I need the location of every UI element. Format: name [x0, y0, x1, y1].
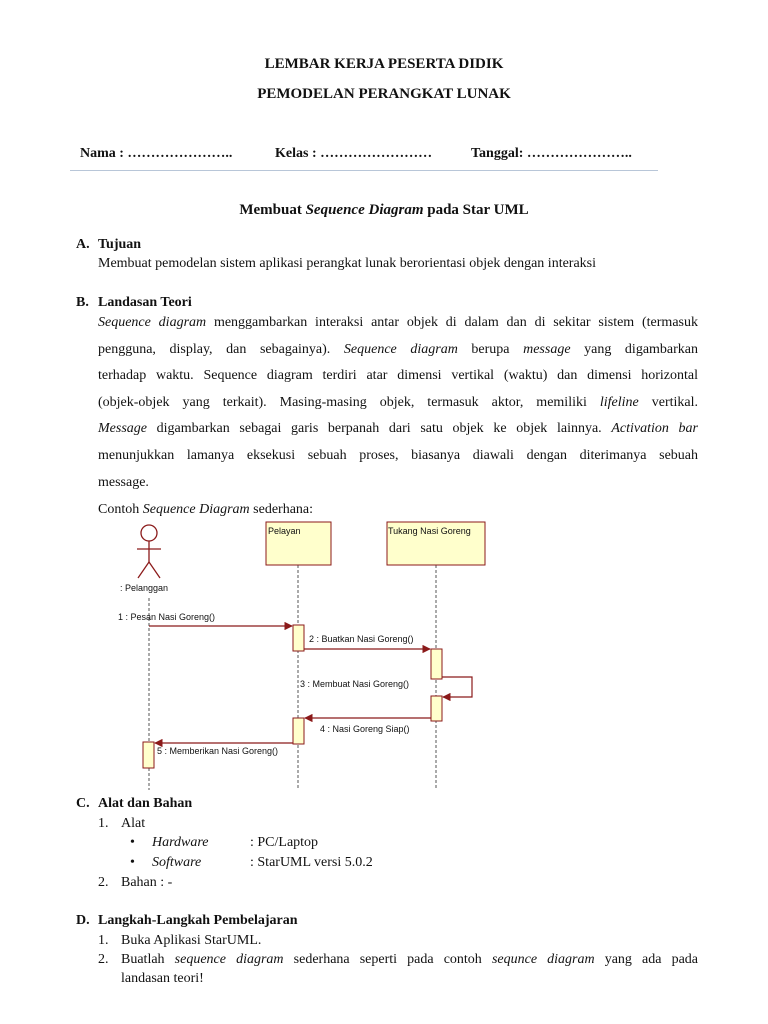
section-a-label: A.: [76, 237, 90, 252]
topic-heading: Membuat Sequence Diagram pada Star UML: [239, 202, 529, 218]
list-number: 2.: [98, 952, 109, 967]
name-field: Nama : …………………..: [80, 146, 233, 161]
step-1: Buka Aplikasi StarUML.: [121, 933, 262, 948]
step-2: Buatlah sequence diagram sederhana seperti pada contoh sequnce diagram yang ada pada: [121, 952, 698, 967]
activation-bar: [431, 696, 442, 721]
message-label: 1 : Pesan Nasi Goreng(): [118, 612, 216, 622]
list-number: 1.: [98, 816, 109, 831]
self-message-arrow: [442, 677, 472, 697]
hardware-label: Hardware: [152, 835, 209, 850]
activation-bar: [293, 718, 304, 744]
object-tukang-label: Tukang Nasi Goreng: [388, 526, 471, 536]
message-label: 5 : Memberikan Nasi Goreng(): [157, 746, 279, 756]
section-d-label: D.: [76, 913, 90, 928]
theory-paragraph: Sequence diagram menggambarkan interaksi antar objek di dalam dan di sekitar sistem (termasuk pengguna, display, dan sebagainya). Sequence diagram berupa message yang digambarkan terhadap waktu. Sequence diagram terdiri atar dimensi vertikal (waktu) dan dimensi horizontal (objek-objek yang terkait). Masing-masing objek, termasuk aktor, memiliki lifeline vertikal. Message digambarkan sebagai garis berpanah dari satu objek ke objek lainnya. Activation bar menunjukkan lamanya eksekusi sebuah proses, biasanya diawali dengan diterimanya sebuah message.: [98, 315, 699, 490]
message-label: 3 : Membuat Nasi Goreng(): [300, 679, 410, 689]
message-label: 4 : Nasi Goreng Siap(): [320, 724, 410, 734]
actor-pelanggan: [137, 525, 161, 578]
section-c-label: C.: [76, 796, 90, 811]
date-field: Tanggal: …………………..: [471, 146, 632, 161]
hardware-value: : PC/Laptop: [250, 835, 319, 850]
section-c-title: Alat dan Bahan: [98, 796, 193, 811]
actor-label: : Pelanggan: [120, 583, 169, 593]
section-b-label: B.: [76, 295, 89, 310]
object-pelayan-label: Pelayan: [268, 526, 301, 536]
list-number: 2.: [98, 875, 109, 890]
activation-bar: [431, 649, 442, 679]
section-d-title: Langkah-Langkah Pembelajaran: [98, 913, 298, 928]
list-number: 1.: [98, 933, 109, 948]
bullet-icon: •: [130, 835, 135, 850]
section-b-title: Landasan Teori: [98, 295, 192, 310]
tools-item: Alat: [121, 816, 146, 831]
section-a-text: Membuat pemodelan sistem aplikasi perangkat lunak berorientasi objek dengan interaksi: [98, 256, 597, 271]
step-2-continued: landasan teori!: [121, 971, 204, 986]
software-value: : StarUML versi 5.0.2: [250, 855, 373, 870]
subject-title: PEMODELAN PERANGKAT LUNAK: [257, 86, 511, 102]
worksheet-title: LEMBAR KERJA PESERTA DIDIK: [264, 56, 504, 72]
bullet-icon: •: [130, 855, 135, 870]
software-label: Software: [152, 855, 202, 870]
materials-item: Bahan : -: [121, 875, 173, 890]
example-caption: Contoh Sequence Diagram sederhana:: [98, 502, 314, 517]
message-label: 2 : Buatkan Nasi Goreng(): [309, 634, 414, 644]
section-a-title: Tujuan: [98, 237, 142, 252]
class-field: Kelas : ……………………: [275, 146, 433, 161]
activation-bar: [143, 742, 154, 768]
activation-bar: [293, 625, 304, 651]
